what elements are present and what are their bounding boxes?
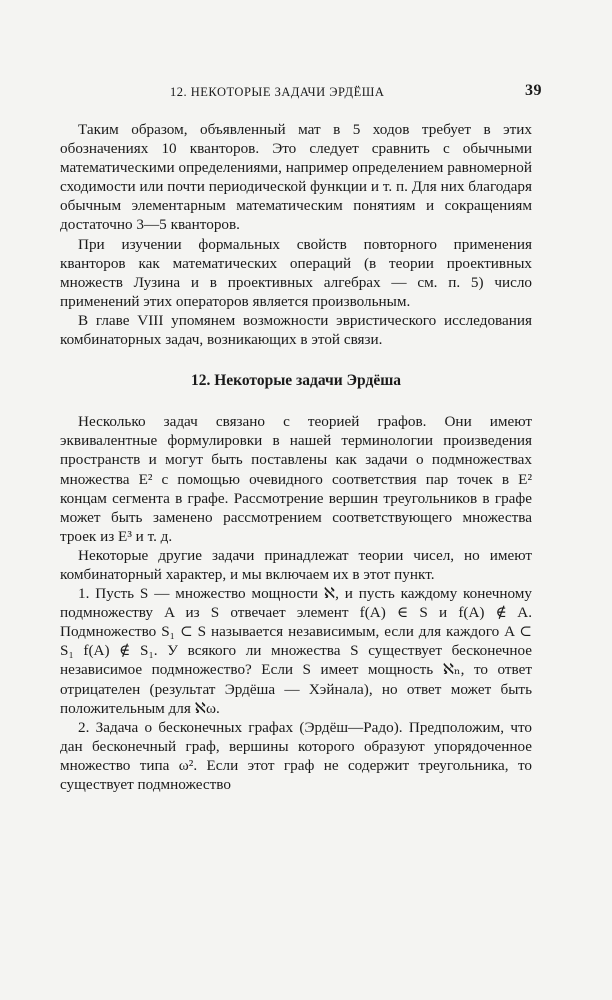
paragraph: 1. Пусть S — множество мощности ℵ, и пусть каждому конечному подмножеству A из S отвечает элемент f(A) ∈ S и f(A) ∉ A. Подмножество S₁ ⊂ S называется независимым, если для каждого A ⊂ S₁ f(A) ∉ S₁. У всякого ли множества S существует бесконечное независимое подмножество? Если S имеет мощность ℵₙ, то ответ отрицателен (результат Эрдёша — Хэйнала), но ответ может быть положительным для ℵω. — [60, 585, 532, 717]
paragraph: В главе VIII упомянем возможности эвристического исследования комбинаторных задач, возникающих в этой связи. — [60, 311, 532, 349]
page-number: 39 — [525, 82, 542, 99]
page-content — [60, 120, 532, 794]
running-header — [60, 82, 542, 104]
paragraph: При изучении формальных свойств повторного применения кванторов как математических операций (в теории проективных множеств Лузина и в проективных алгебрах — см. п. 5) число применений этих операторов является произвольным. — [60, 235, 532, 310]
paragraph: 2. Задача о бесконечных графах (Эрдёш—Радо). Предположим, что дан бесконечный граф, вершины которого образуют упорядоченное множество типа ω². Если этот граф не содержит треугольника, то существует подмножество — [60, 718, 532, 793]
paragraph: Некоторые другие задачи принадлежат теории чисел, но имеют комбинаторный характер, и мы включаем их в этот пункт. — [60, 546, 532, 583]
section-title: 12. Некоторые задачи Эрдёша — [190, 372, 402, 390]
paragraph: Таким образом, объявленный мат в 5 ходов требует в этих обозначениях 10 кванторов. Это следует сравнить с обычными математическими определениями, например определением равномерной сходимости или почти периодической функции и т. п. Для них благодаря обычным элементарным математическим понятиям и сокращениям достаточно 3—5 кванторов. — [60, 121, 532, 234]
paragraph: Несколько задач связано с теорией графов. Они имеют эквивалентные формулировки в нашей терминологии произведения пространств и могут быть поставлены как задачи о подмножествах множества E² с помощью очевидного соответствия пар точек в E² концам сегмента в графе. Рассмотрение вершин треугольников в графе может быть заменено рассмотрением соответствующего множества троек из E³ и т. д. — [60, 413, 532, 545]
running-title: 12. НЕКОТОРЫЕ ЗАДАЧИ ЭРДЁША — [170, 85, 385, 99]
